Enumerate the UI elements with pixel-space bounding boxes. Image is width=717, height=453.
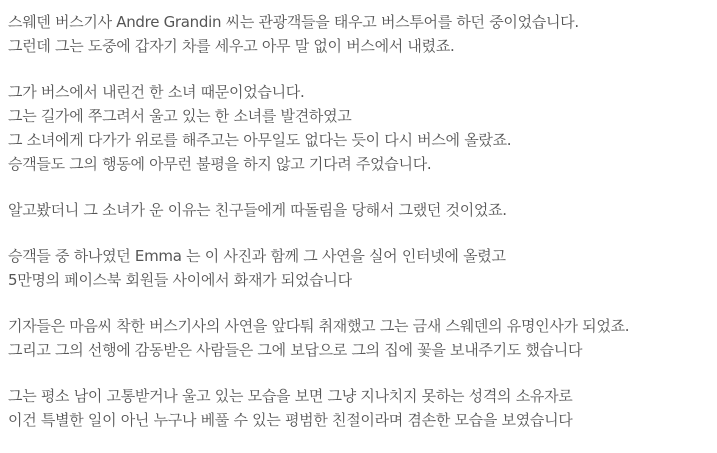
paragraph-girl: [8, 80, 709, 176]
text-line: 그 소녀에게 다가가 위로를 해주고는 아무일도 없다는 듯이 다시 버스에 올랐죠.: [8, 131, 512, 149]
text-line: 그런데 그는 도중에 갑자기 차를 세우고 아무 말 없이 버스에서 내렸죠.: [8, 37, 455, 55]
paragraph-reason: [8, 198, 709, 222]
text-line: 그는 길가에 쭈그려서 울고 있는 한 소녀를 발견하였고: [8, 107, 352, 125]
text-line: 5만명의 페이스북 회원들 사이에서 화재가 되었습니다: [8, 271, 352, 289]
text-line: 기자들은 마음씨 착한 버스기사의 사연을 앞다퉈 취재했고 그는 금새 스웨덴의 유명인사가 되었죠.: [8, 317, 630, 335]
text-line: 그가 버스에서 내린건 한 소녀 때문이었습니다.: [8, 83, 305, 101]
text-line: 알고봤더니 그 소녀가 운 이유는 친구들에게 따돌림을 당해서 그랬던 것이었죠.: [8, 201, 507, 219]
text-line: 스웨덴 버스기사 Andre Grandin 씨는 관광객들을 태우고 버스투어를 하던 중이었습니다.: [8, 13, 579, 31]
text-line: 승객들도 그의 행동에 아무런 불평을 하지 않고 기다려 주었습니다.: [8, 155, 432, 173]
paragraph-intro: [8, 10, 709, 58]
paragraph-fame: [8, 314, 709, 362]
text-line: 승객들 중 하나였던 Emma 는 이 사진과 함께 그 사연을 실어 인터넷에 올렸고: [8, 247, 506, 265]
paragraph-humility: [8, 384, 709, 432]
text-line: 그리고 그의 선행에 감동받은 사람들은 그에 보답으로 그의 집에 꽃을 보내주기도 했습니다: [8, 341, 583, 359]
paragraph-internet: [8, 244, 709, 292]
text-line: 이건 특별한 일이 아닌 누구나 베풀 수 있는 평범한 친절이라며 겸손한 모습을 보였습니다: [8, 411, 573, 429]
text-line: 그는 평소 남이 고통받거나 울고 있는 모습을 보면 그냥 지나치지 못하는 성격의 소유자로: [8, 387, 573, 405]
